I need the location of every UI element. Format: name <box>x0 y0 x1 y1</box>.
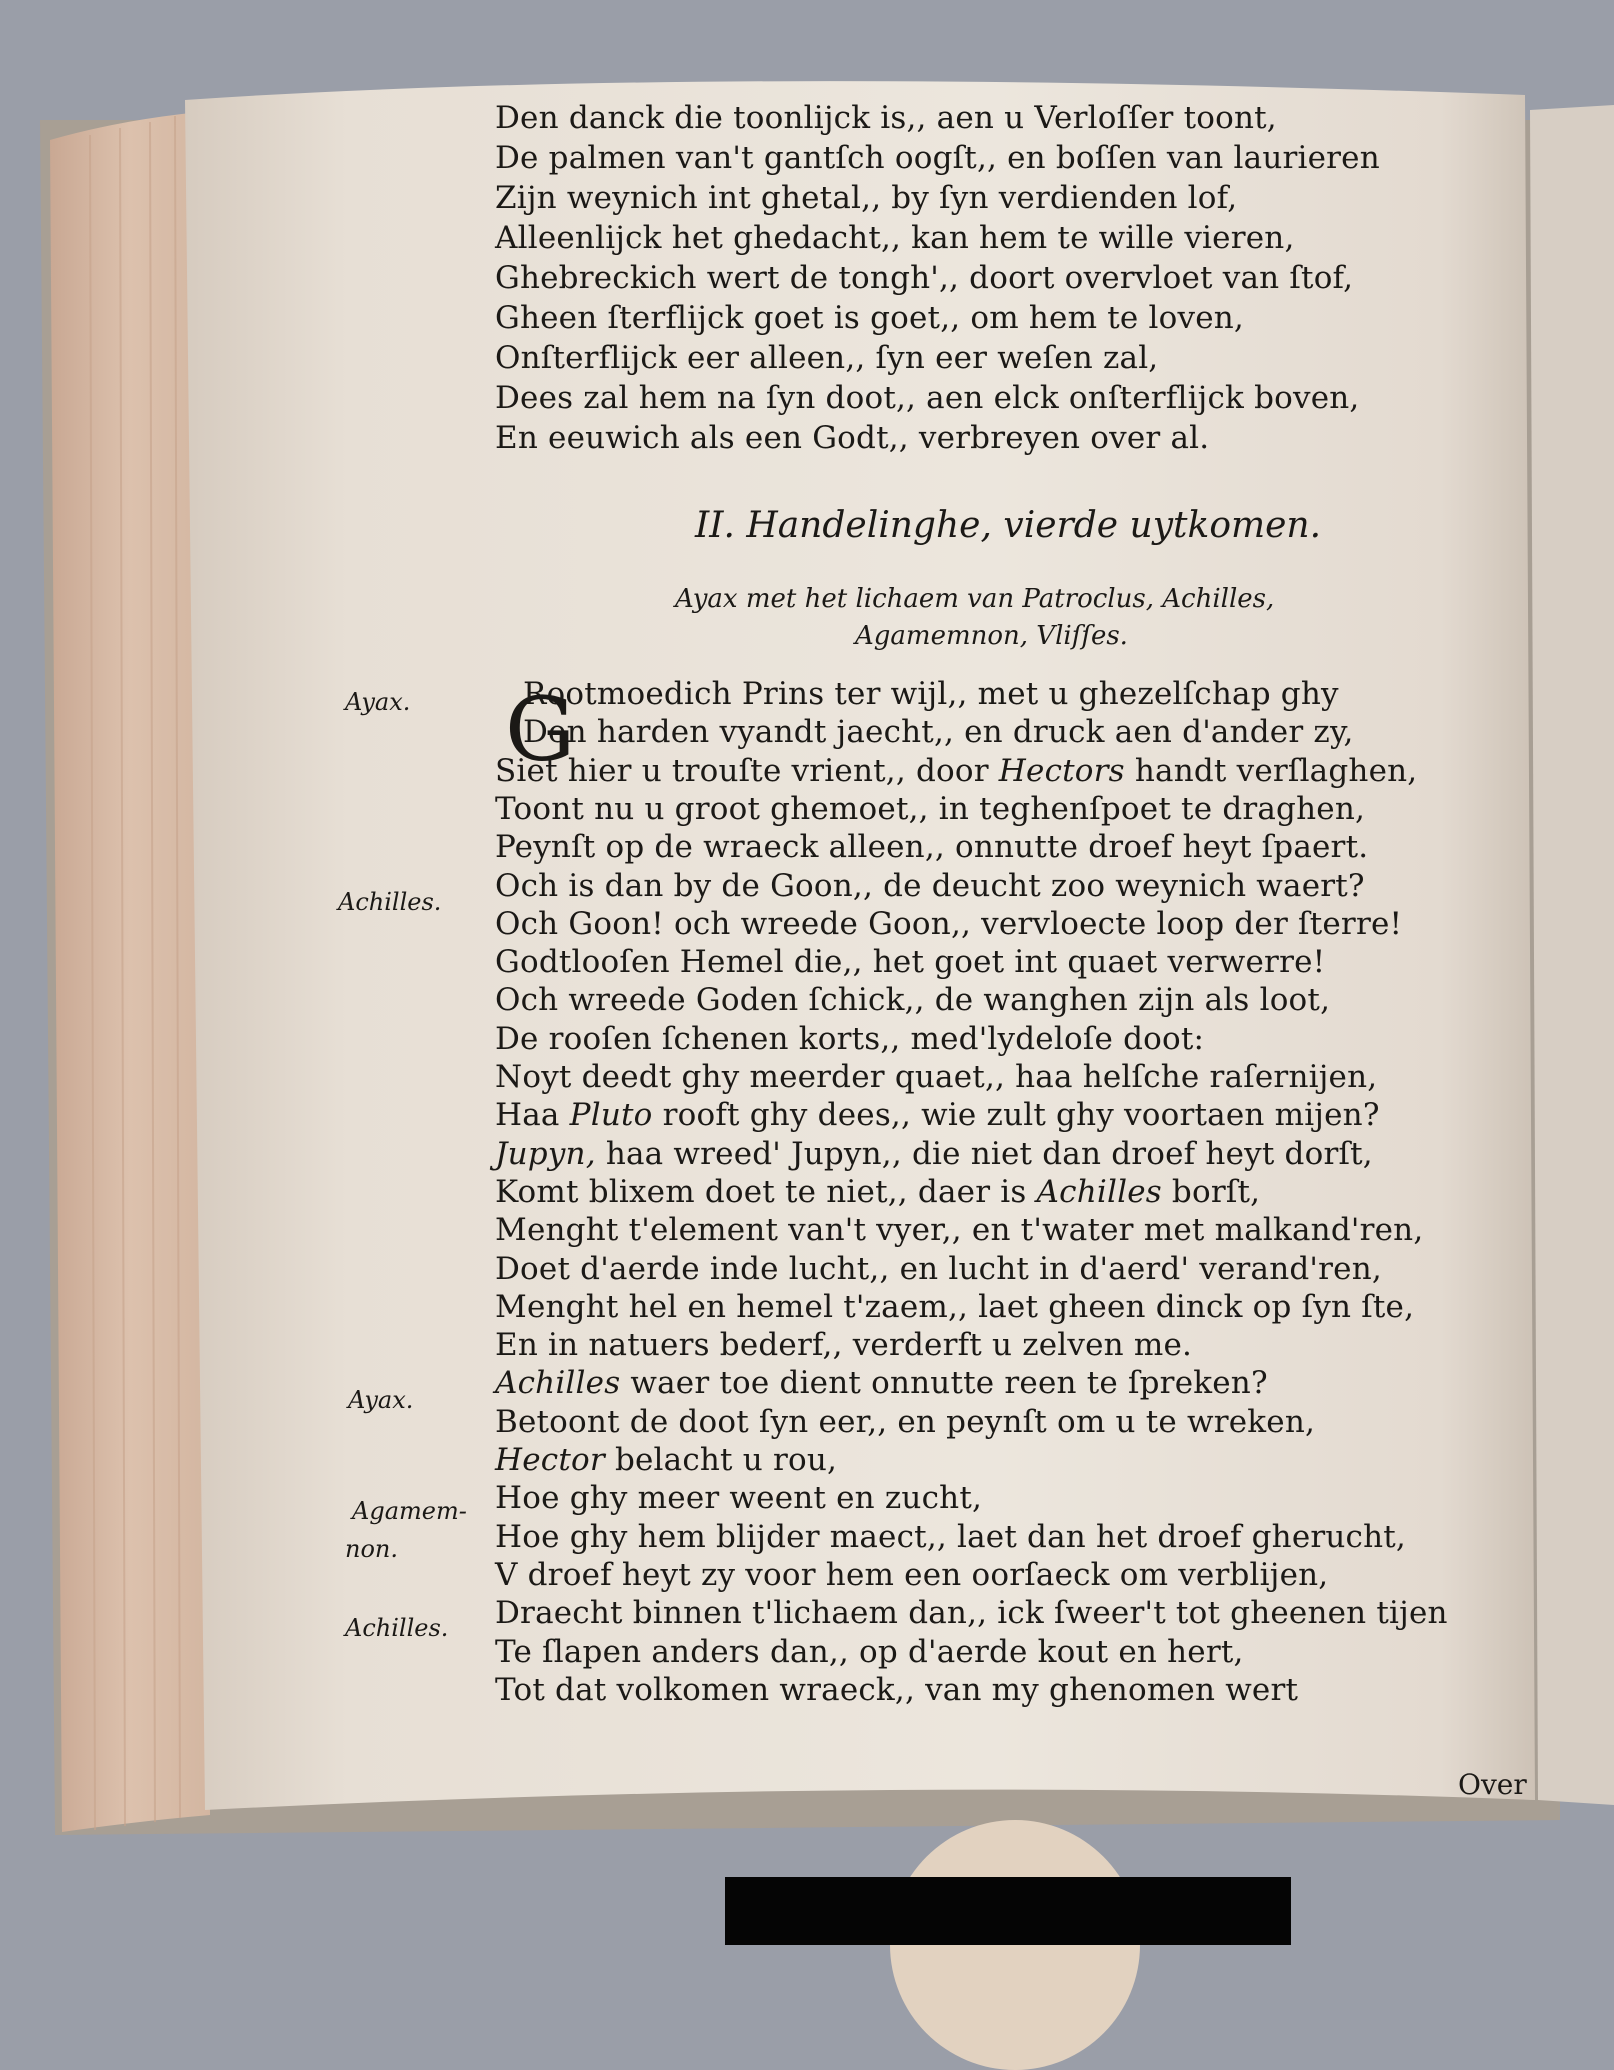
dialogue-line <box>495 866 1365 906</box>
act-heading: II. Handelinghe, vierde uytkomen. <box>695 505 1322 546</box>
line-text: Toont nu u groot ghemoet,, in teghenſpoet te draghen, <box>495 790 1366 827</box>
dialogue-line <box>495 1363 1268 1403</box>
italic-name: Pluto <box>569 1097 653 1134</box>
verse-line: Ghebreckich wert de tongh',, doort overvloet van ſtof, <box>495 260 1354 296</box>
verse-line: Zijn weynich int ghetal,, by ſyn verdienden lof, <box>495 180 1238 216</box>
line-text: V droef heyt zy voor hem een oorſaeck om verblijen, <box>495 1556 1329 1593</box>
line-text: Draecht binnen t'lichaem dan,, ick ſweer't tot gheenen tijen <box>495 1595 1448 1632</box>
line-text: Och is dan by de Goon,, de deucht zoo weynich waert? <box>495 867 1365 904</box>
line-text: handt verſlaghen, <box>1124 752 1418 789</box>
line-text: borſt, <box>1161 1173 1261 1210</box>
dialogue-line <box>495 1287 1414 1327</box>
dialogue-line <box>495 1249 1382 1289</box>
line-text: Hoe ghy meer weent en zucht, <box>495 1480 983 1517</box>
dialogue-line <box>495 942 1325 982</box>
verse-line: Alleenlijck het ghedacht,, kan hem te wille vieren, <box>495 220 1295 256</box>
speaker-label: Agamem- <box>352 1497 467 1525</box>
line-text: Betoont de doot ſyn eer,, en peynſt om u te wreken, <box>495 1403 1316 1440</box>
speaker-label: Achilles. <box>345 1614 449 1642</box>
catchword: Over <box>1458 1768 1527 1801</box>
dialogue-line <box>495 1478 982 1518</box>
line-text: Siet hier u trouſte vrient,, door <box>495 752 999 789</box>
facing-page-edge <box>1530 105 1614 1805</box>
verse-line: De palmen van't gantſch oogſt,, en boſſen van laurieren <box>495 140 1380 176</box>
dialogue-line <box>495 1632 1244 1672</box>
dialogue-line <box>495 1402 1315 1442</box>
dialogue-line <box>495 1555 1328 1595</box>
dialogue-line <box>495 904 1402 944</box>
line-text: Och Goon! och wreede Goon,, vervloecte loop der ſterre! <box>495 905 1403 942</box>
speaker-label: Ayax. <box>348 1386 414 1414</box>
line-text: Komt blixem doet te niet,, daer is <box>495 1173 1037 1210</box>
drop-capital: G <box>505 678 576 781</box>
dialogue-line <box>495 1095 1380 1135</box>
line-text: Den harden vyandt jaecht,, en druck aen d'ander zy, <box>523 714 1354 751</box>
dialogue-line <box>495 1057 1377 1097</box>
dialogue-line <box>495 980 1330 1020</box>
dialogue-line <box>523 674 1339 714</box>
stage-direction-line: Agamemnon, Vliſſes. <box>855 621 1128 651</box>
line-text: En in natuers bederf,, verderft u zelven me. <box>495 1327 1193 1364</box>
black-bar <box>725 1877 1291 1945</box>
italic-name: Hectors <box>998 752 1125 789</box>
dialogue-line <box>523 712 1354 752</box>
italic-name: Hector <box>495 1442 605 1478</box>
verse-line: Onſterflijck eer alleen,, ſyn eer weſen zal, <box>495 340 1159 376</box>
line-text: Godtlooſen Hemel die,, het goet int quaet verwerre! <box>495 944 1326 981</box>
line-text: Menght t'element van't vyer,, en t'water met malkand'ren, <box>495 1212 1424 1249</box>
line-text: Doet d'aerde inde lucht,, en lucht in d'aerd' verand'ren, <box>495 1250 1382 1287</box>
speaker-label: non. <box>345 1535 398 1563</box>
dialogue-line <box>495 1019 1204 1059</box>
line-text: rooft ghy dees,, wie zult ghy voortaen mijen? <box>652 1097 1380 1134</box>
line-text: Peynſt op de wraeck alleen,, onnutte droef heyt ſpaert. <box>495 829 1369 866</box>
dialogue-line <box>495 789 1365 829</box>
dialogue-line <box>495 827 1368 867</box>
line-text: Tot dat volkomen wraeck,, van my ghenomen wert <box>495 1671 1299 1708</box>
italic-name: Achilles <box>495 1365 621 1402</box>
dialogue-line <box>495 1440 837 1480</box>
line-text: Menght hel en hemel t'zaem,, laet gheen dinck op ſyn ſte, <box>495 1288 1415 1325</box>
speaker-label: Ayax. <box>345 688 411 716</box>
italic-name: Achilles <box>1036 1173 1162 1210</box>
speaker-label: Achilles. <box>338 888 442 916</box>
dialogue-line <box>495 1325 1192 1365</box>
dialogue-line <box>495 1210 1423 1250</box>
dialogue-line <box>495 1134 1373 1174</box>
dialogue-line <box>495 1172 1260 1212</box>
line-text: Och wreede Goden ſchick,, de wanghen zijn als loot, <box>495 982 1331 1019</box>
verse-line: Gheen ſterflijck goet is goet,, om hem te loven, <box>495 300 1244 336</box>
photo-obstruction <box>890 1820 1140 2070</box>
line-text: haa wreed' Jupyn,, die niet dan droef heyt dorſt, <box>595 1135 1373 1172</box>
verse-line: Den danck die toonlijck is,, aen u Verloſſer toont, <box>495 100 1277 136</box>
line-text: Rootmoedich Prins ter wijl,, met u ghezelſchap ghy <box>523 676 1339 712</box>
fore-edge <box>50 112 210 1832</box>
line-text: De rooſen ſchenen korts,, med'lydeloſe doot: <box>495 1020 1205 1057</box>
line-text: Noyt deedt ghy meerder quaet,, haa helſche raſernijen, <box>495 1059 1378 1095</box>
line-text: Haa <box>495 1097 570 1134</box>
verse-line: Dees zal hem na ſyn doot,, aen elck onſterflijck boven, <box>495 380 1360 416</box>
stage-direction-line: Ayax met het lichaem van Patroclus, Achilles, <box>675 584 1275 614</box>
italic-name: Jupyn, <box>495 1135 596 1172</box>
line-text: Hoe ghy hem blijder maect,, laet dan het droef gherucht, <box>495 1518 1406 1555</box>
dialogue-line <box>495 1593 1448 1633</box>
line-text: waer toe dient onnutte reen te ſpreken? <box>620 1365 1268 1402</box>
dialogue-line <box>495 751 1417 791</box>
dialogue-line <box>495 1517 1406 1557</box>
dialogue-line <box>495 1670 1298 1710</box>
line-text: belacht u rou, <box>604 1442 838 1478</box>
line-text: Te ſlapen anders dan,, op d'aerde kout en hert, <box>495 1633 1244 1670</box>
verse-line: En eeuwich als een Godt,, verbreyen over al. <box>495 420 1210 456</box>
